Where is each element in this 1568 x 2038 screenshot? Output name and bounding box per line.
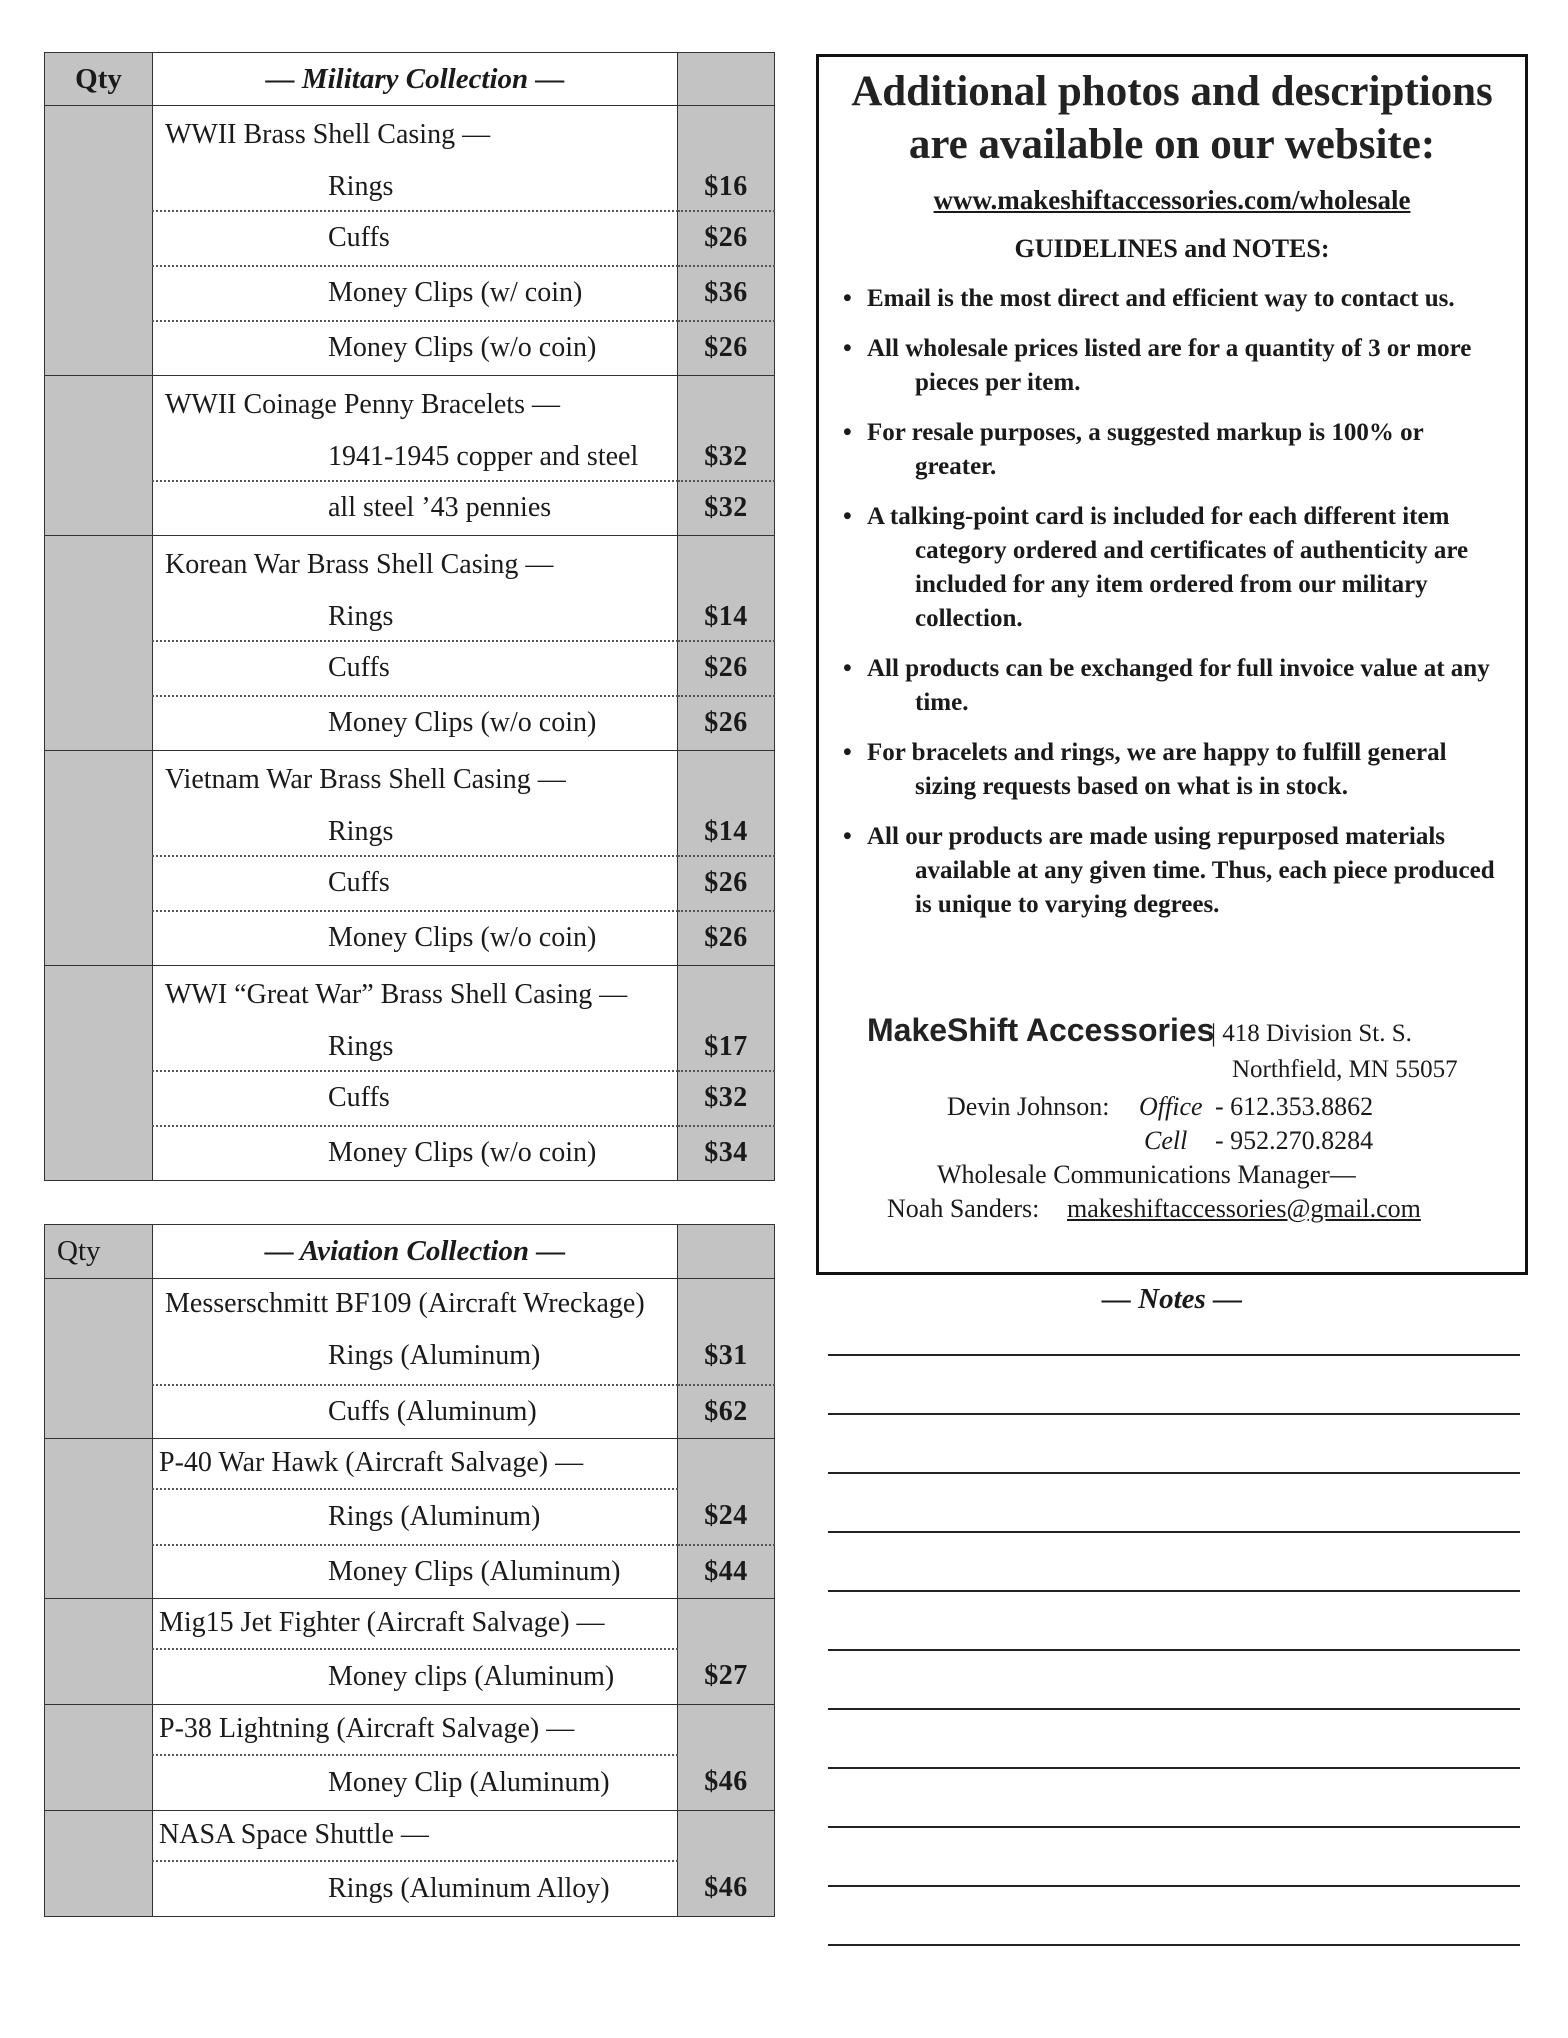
item-name: Money Clip (Aluminum) bbox=[328, 1766, 610, 1798]
guideline-item bbox=[843, 416, 1497, 484]
item-name-cell bbox=[153, 321, 678, 376]
category-label bbox=[153, 536, 678, 594]
category-text: P-38 Lightning (Aircraft Salvage) — bbox=[159, 1713, 575, 1745]
category-row bbox=[45, 1705, 775, 1755]
aviation-collection-table bbox=[44, 1224, 775, 1917]
item-row bbox=[45, 1329, 775, 1385]
category-row bbox=[45, 751, 775, 809]
qty-label: Qty bbox=[57, 1235, 101, 1267]
qty-cell[interactable] bbox=[45, 1705, 153, 1811]
item-name-cell bbox=[153, 1126, 678, 1181]
collection-title: — Aviation Collection — bbox=[153, 1225, 678, 1279]
guideline-item bbox=[843, 332, 1497, 400]
item-name: Cuffs bbox=[328, 1082, 390, 1113]
qty-header bbox=[45, 53, 153, 106]
item-price: $26 bbox=[678, 211, 775, 266]
item-price: $24 bbox=[678, 1489, 775, 1545]
item-price: $62 bbox=[678, 1385, 775, 1439]
table-header bbox=[45, 1225, 775, 1279]
item-row bbox=[45, 856, 775, 911]
item-name: 1941-1945 copper and steel bbox=[328, 440, 639, 472]
item-name-cell bbox=[153, 266, 678, 321]
manager-name: Noah Sanders: bbox=[887, 1194, 1040, 1223]
item-name-cell bbox=[153, 1545, 678, 1599]
price-cell-empty bbox=[678, 376, 775, 434]
item-name: Rings bbox=[328, 170, 394, 202]
price-cell-empty bbox=[678, 536, 775, 594]
info-title-line1: Additional photos and descriptions bbox=[851, 68, 1493, 115]
notes-title: — Notes — bbox=[1101, 1283, 1243, 1315]
item-row bbox=[45, 594, 775, 641]
item-price: $26 bbox=[678, 321, 775, 376]
category-row bbox=[45, 1439, 775, 1489]
category-text: Korean War Brass Shell Casing — bbox=[165, 548, 554, 580]
guideline-text: A talking-point card is included for each different item category ordered and certificates of authenticity are included for any item ordered from our military collection. bbox=[867, 503, 1469, 632]
item-row bbox=[45, 164, 775, 211]
qty-cell[interactable] bbox=[45, 751, 153, 966]
category-label bbox=[153, 376, 678, 434]
category-row bbox=[45, 1279, 775, 1329]
category-label bbox=[153, 1811, 678, 1861]
item-name-cell bbox=[153, 481, 678, 536]
qty-cell[interactable] bbox=[45, 966, 153, 1181]
item-row bbox=[45, 1861, 775, 1917]
guidelines-heading: GUIDELINES and NOTES: bbox=[1014, 234, 1330, 263]
contact-name: Devin Johnson: bbox=[947, 1092, 1110, 1121]
price-cell-empty bbox=[678, 1279, 775, 1329]
item-price: $32 bbox=[678, 1071, 775, 1126]
item-name-cell bbox=[153, 1071, 678, 1126]
category-text: WWII Brass Shell Casing — bbox=[165, 118, 491, 150]
item-name-cell bbox=[153, 164, 678, 211]
item-price: $16 bbox=[678, 164, 775, 211]
cell-label: Cell bbox=[1144, 1126, 1188, 1155]
item-name: Cuffs bbox=[328, 222, 390, 253]
item-price: $26 bbox=[678, 696, 775, 751]
note-line[interactable] bbox=[828, 1708, 1520, 1710]
item-row bbox=[45, 641, 775, 696]
qty-cell[interactable] bbox=[45, 1811, 153, 1917]
item-row bbox=[45, 1755, 775, 1811]
item-row bbox=[45, 1385, 775, 1439]
item-row bbox=[45, 266, 775, 321]
category-text: NASA Space Shuttle — bbox=[159, 1819, 429, 1851]
item-name: Cuffs (Aluminum) bbox=[328, 1395, 537, 1427]
item-price: $26 bbox=[678, 641, 775, 696]
item-row bbox=[45, 911, 775, 966]
category-row bbox=[45, 536, 775, 594]
item-name: Cuffs bbox=[328, 867, 390, 898]
item-name-cell bbox=[153, 594, 678, 641]
website-link[interactable]: www.makeshiftaccessories.com/wholesale bbox=[933, 185, 1411, 215]
qty-cell[interactable] bbox=[45, 376, 153, 536]
qty-header bbox=[45, 1225, 153, 1279]
item-name: all steel ’43 pennies bbox=[328, 492, 552, 524]
qty-cell[interactable] bbox=[45, 106, 153, 376]
item-name: Money clips (Aluminum) bbox=[328, 1660, 615, 1692]
item-row bbox=[45, 481, 775, 536]
item-name: Money Clips (Aluminum) bbox=[328, 1555, 621, 1587]
item-row bbox=[45, 211, 775, 266]
collection-title: — Military Collection — bbox=[153, 53, 678, 106]
item-price: $27 bbox=[678, 1649, 775, 1705]
item-price: $46 bbox=[678, 1755, 775, 1811]
item-price: $32 bbox=[678, 434, 775, 481]
item-price: $17 bbox=[678, 1024, 775, 1071]
item-row bbox=[45, 696, 775, 751]
item-price: $31 bbox=[678, 1329, 775, 1385]
category-label bbox=[153, 1599, 678, 1649]
bullet-icon: • bbox=[843, 335, 852, 362]
item-name: Rings bbox=[328, 1030, 394, 1062]
military-collection-table bbox=[44, 52, 775, 1181]
item-name-cell bbox=[153, 1755, 678, 1811]
guideline-text: All our products are made using repurposed materials available at any given time. Thus, each piece produced is unique to varying degrees. bbox=[867, 823, 1495, 918]
item-price: $46 bbox=[678, 1861, 775, 1917]
item-name: Rings (Aluminum Alloy) bbox=[328, 1872, 610, 1904]
item-row bbox=[45, 1024, 775, 1071]
category-label bbox=[153, 1439, 678, 1489]
address-line2: Northfield, MN 55057 bbox=[1232, 1056, 1458, 1083]
guideline-item bbox=[843, 652, 1497, 720]
item-name: Rings (Aluminum) bbox=[328, 1340, 541, 1371]
item-row bbox=[45, 809, 775, 856]
category-row bbox=[45, 1599, 775, 1649]
info-title-line2: are available on our website: bbox=[908, 121, 1436, 168]
guideline-item bbox=[843, 500, 1497, 636]
qty-cell[interactable] bbox=[45, 536, 153, 751]
category-row bbox=[45, 376, 775, 434]
note-line[interactable] bbox=[828, 1885, 1520, 1887]
qty-cell[interactable] bbox=[45, 1599, 153, 1705]
category-label bbox=[153, 1705, 678, 1755]
note-line[interactable] bbox=[828, 1649, 1520, 1651]
item-price: $36 bbox=[678, 266, 775, 321]
item-price: $34 bbox=[678, 1126, 775, 1181]
guideline-item bbox=[843, 736, 1497, 804]
note-line[interactable] bbox=[828, 1413, 1520, 1415]
category-label bbox=[153, 1279, 678, 1329]
note-line[interactable] bbox=[828, 1590, 1520, 1592]
item-price: $26 bbox=[678, 856, 775, 911]
category-text: Vietnam War Brass Shell Casing — bbox=[165, 763, 566, 795]
bullet-icon: • bbox=[843, 739, 852, 766]
item-name-cell bbox=[153, 1861, 678, 1917]
category-text: WWI “Great War” Brass Shell Casing — bbox=[165, 978, 628, 1010]
cell-phone: - 952.270.8284 bbox=[1215, 1126, 1374, 1155]
bullet-icon: • bbox=[843, 503, 852, 530]
item-name-cell bbox=[153, 1329, 678, 1385]
manager-email-link[interactable]: makeshiftaccessories@gmail.com bbox=[1067, 1194, 1421, 1223]
category-label bbox=[153, 106, 678, 164]
category-text: P-40 War Hawk (Aircraft Salvage) — bbox=[159, 1447, 584, 1479]
guideline-text: All products can be exchanged for full invoice value at any time. bbox=[867, 655, 1490, 716]
item-row bbox=[45, 1649, 775, 1705]
item-name: Money Clips (w/o coin) bbox=[328, 332, 597, 364]
item-price: $44 bbox=[678, 1545, 775, 1599]
item-name: Money Clips (w/o coin) bbox=[328, 1137, 597, 1169]
office-phone: - 612.353.8862 bbox=[1215, 1092, 1374, 1121]
price-header bbox=[678, 53, 775, 106]
item-name: Money Clips (w/ coin) bbox=[328, 277, 583, 308]
category-label bbox=[153, 751, 678, 809]
bullet-icon: • bbox=[843, 823, 852, 850]
item-name: Rings bbox=[328, 815, 394, 847]
price-cell-empty bbox=[678, 1811, 775, 1861]
guideline-text: All wholesale prices listed are for a quantity of 3 or more pieces per item. bbox=[867, 335, 1472, 396]
note-line[interactable] bbox=[828, 1944, 1520, 1946]
item-name-cell bbox=[153, 211, 678, 266]
category-text: Messerschmitt BF109 (Aircraft Wreckage) bbox=[165, 1287, 645, 1319]
note-line[interactable] bbox=[828, 1767, 1520, 1769]
item-price: $32 bbox=[678, 481, 775, 536]
qty-cell[interactable] bbox=[45, 1279, 153, 1439]
category-row bbox=[45, 1811, 775, 1861]
info-title bbox=[819, 65, 1525, 171]
category-row bbox=[45, 106, 775, 164]
bullet-icon: • bbox=[843, 419, 852, 446]
info-box bbox=[816, 54, 1528, 1275]
manager-title: Wholesale Communications Manager— bbox=[937, 1160, 1356, 1189]
item-name-cell bbox=[153, 911, 678, 966]
guidelines-list bbox=[819, 282, 1525, 922]
item-name-cell bbox=[153, 1649, 678, 1705]
item-name-cell bbox=[153, 809, 678, 856]
item-price: $14 bbox=[678, 809, 775, 856]
office-label: Office bbox=[1139, 1092, 1203, 1121]
table-header bbox=[45, 53, 775, 106]
price-cell-empty bbox=[678, 751, 775, 809]
note-line[interactable] bbox=[828, 1472, 1520, 1474]
item-row bbox=[45, 434, 775, 481]
category-row bbox=[45, 966, 775, 1024]
company-name: MakeShift Accessories bbox=[867, 1012, 1215, 1048]
item-name-cell bbox=[153, 641, 678, 696]
item-name-cell bbox=[153, 696, 678, 751]
guideline-text: Email is the most direct and efficient way to contact us. bbox=[867, 285, 1455, 312]
item-row bbox=[45, 1071, 775, 1126]
price-cell-empty bbox=[678, 106, 775, 164]
price-cell-empty bbox=[678, 1599, 775, 1649]
qty-cell[interactable] bbox=[45, 1439, 153, 1599]
guideline-item bbox=[843, 820, 1497, 922]
bullet-icon: • bbox=[843, 285, 852, 312]
category-label bbox=[153, 966, 678, 1024]
item-price: $26 bbox=[678, 911, 775, 966]
item-name: Rings bbox=[328, 600, 394, 632]
item-name: Money Clips (w/o coin) bbox=[328, 707, 597, 739]
item-name: Rings (Aluminum) bbox=[328, 1500, 541, 1532]
item-name-cell bbox=[153, 1385, 678, 1439]
price-header bbox=[678, 1225, 775, 1279]
item-name-cell bbox=[153, 1024, 678, 1071]
bullet-icon: • bbox=[843, 655, 852, 682]
item-name: Money Clips (w/o coin) bbox=[328, 922, 597, 954]
item-row bbox=[45, 1489, 775, 1545]
item-name: Cuffs bbox=[328, 652, 390, 683]
price-cell-empty bbox=[678, 1705, 775, 1755]
guideline-item bbox=[843, 282, 1497, 316]
guideline-text: For bracelets and rings, we are happy to fulfill general sizing requests based on what is in stock. bbox=[867, 739, 1447, 800]
item-row bbox=[45, 1126, 775, 1181]
note-line[interactable] bbox=[828, 1531, 1520, 1533]
item-name-cell bbox=[153, 434, 678, 481]
price-cell-empty bbox=[678, 966, 775, 1024]
note-line[interactable] bbox=[828, 1354, 1520, 1356]
item-name-cell bbox=[153, 1489, 678, 1545]
category-text: Mig15 Jet Fighter (Aircraft Salvage) — bbox=[159, 1607, 605, 1639]
category-text: WWII Coinage Penny Bracelets — bbox=[165, 388, 560, 420]
item-name-cell bbox=[153, 856, 678, 911]
item-row bbox=[45, 321, 775, 376]
item-price: $14 bbox=[678, 594, 775, 641]
item-row bbox=[45, 1545, 775, 1599]
qty-label: Qty bbox=[75, 62, 122, 95]
price-cell-empty bbox=[678, 1439, 775, 1489]
note-line[interactable] bbox=[828, 1826, 1520, 1828]
address-line1: | 418 Division St. S. bbox=[1211, 1020, 1412, 1047]
guideline-text: For resale purposes, a suggested markup is 100% or greater. bbox=[867, 419, 1424, 480]
